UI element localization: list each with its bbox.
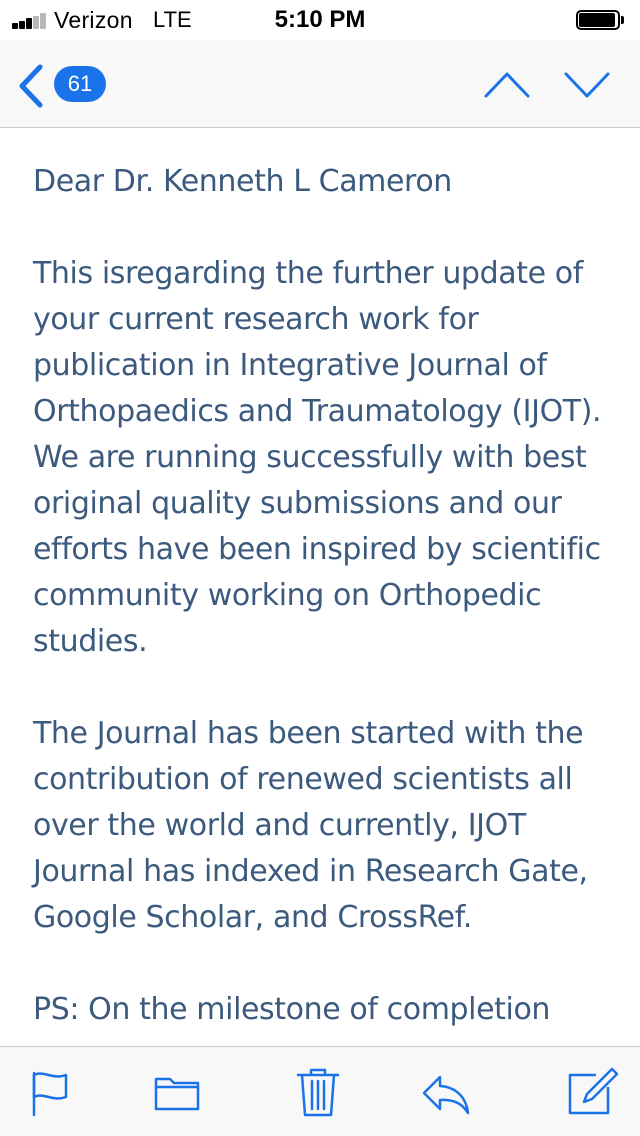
status-bar [0, 0, 640, 40]
reply-icon [418, 1065, 474, 1121]
message-paragraph-2: The Journal has been started with the contribution of renewed scientists all over the world and currently, IJOT Journal has indexed in Research Gate, Google Scholar, and CrossRef. [33, 716, 588, 935]
trash-icon [290, 1065, 346, 1121]
folder-icon [150, 1065, 206, 1121]
compose-button[interactable] [564, 1065, 620, 1121]
network-type: LTE [153, 7, 192, 32]
message-text [33, 159, 618, 1046]
message-greeting: Dear Dr. Kenneth L Cameron [33, 164, 452, 199]
message-paragraph-3: PS: On the milestone of completion [33, 992, 551, 1027]
flag-icon [22, 1065, 78, 1121]
carrier-name: Verizon [54, 7, 133, 33]
bottom-toolbar [0, 1046, 640, 1136]
chevron-left-icon [16, 64, 46, 108]
message-body[interactable] [0, 129, 640, 1046]
chevron-up-icon [482, 62, 532, 106]
move-to-folder-button[interactable] [150, 1065, 206, 1121]
previous-message-button[interactable] [482, 62, 532, 106]
status-time: 5:10 PM [274, 6, 366, 33]
compose-icon [564, 1065, 620, 1121]
battery-icon [576, 10, 622, 30]
battery-fill [579, 13, 615, 27]
next-message-button[interactable] [562, 62, 612, 106]
message-paragraph-1: This isregarding the further update of your current research work for publication in Integrative Journal of Orthopaedics and Traumatology (IJOT). We are running successfully with best original quality submissions and our efforts have been inspired by scientific community working on Orthopedic studies. [33, 256, 602, 659]
back-button[interactable] [10, 54, 110, 114]
trash-button[interactable] [290, 1065, 346, 1121]
unread-count-badge: 61 [54, 66, 106, 102]
reply-button[interactable] [418, 1065, 474, 1121]
flag-button[interactable] [22, 1065, 78, 1121]
chevron-down-icon [562, 62, 612, 106]
nav-bar [0, 40, 640, 128]
